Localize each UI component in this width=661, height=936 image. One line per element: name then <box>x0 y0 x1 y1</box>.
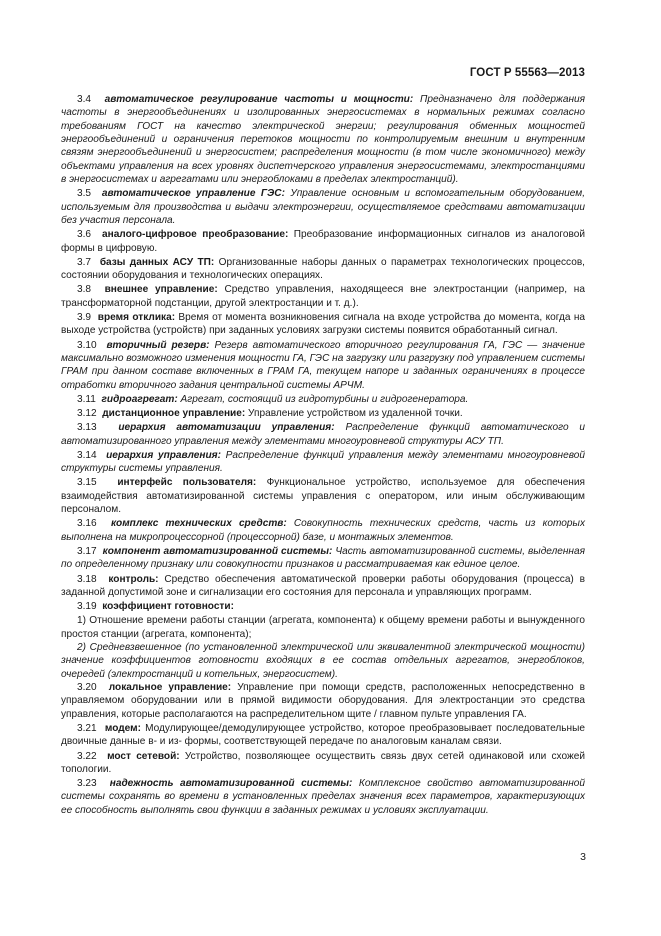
document-code: ГОСТ Р 55563—2013 <box>469 67 585 79</box>
term-definition <box>61 187 585 227</box>
definition-text: 1) Отношение времени работы станции (агрегата, компонента) к общему времени работы и вынужденного простоя станции (агрегата, компонента); <box>61 615 585 640</box>
terms-list <box>61 93 585 818</box>
term-name: локальное управление: <box>108 682 232 694</box>
clause-number: 3.9 <box>77 311 92 323</box>
term-name: интерфейс пользователя: <box>117 477 257 489</box>
definition-text: Совокупность технических средств, часть из которых выполнена на микропроцессорной (процессорной) базе, и монтажных элементов. <box>61 518 585 543</box>
term-name: иерархия автоматизации управления: <box>118 422 335 434</box>
definition-text: Преобразование информационных сигналов из аналоговой формы в цифровую. <box>61 229 586 254</box>
term-name: иерархия управления: <box>106 449 221 461</box>
term-name: автоматическое управление ГЭС: <box>101 188 285 200</box>
clause-number: 3.19 <box>77 601 97 613</box>
definition-text: Средство управления, находящееся вне электростанции (например, на трансформаторной подстанции, другой электростанции и т. д.). <box>61 284 585 309</box>
definition-text: Время от момента возникновения сигнала на входе устройства до момента, когда на выходе устройства (устройств) при заданных условиях загрузки системы появится обработанный сигнал. <box>61 311 586 337</box>
term-definition <box>61 722 585 749</box>
definition-text: Комплексное свойство автоматизированной системы сохранять во времени в установленных пределах значения всех параметров, характеризующих ее способность выполнять свои функции в заданных режимах и условиях эксплуатации. <box>61 778 586 816</box>
term-definition <box>61 750 585 777</box>
definition-text: Часть автоматизированной системы, выделенная по определенному признаку или совокупности признаков и рассматриваемая как единое целое. <box>61 545 585 571</box>
definition-subitem <box>61 614 585 641</box>
definition-text: 2) Средневзвешенное (по установленной электрической или эквивалентной электрической мощности) значение коэффициентов готовности входящих в ее состав отдельных агрегатов, энергоблоков, очередей (электростанций и котельных, энергосистем). <box>61 642 585 680</box>
clause-number: 3.5 <box>77 188 92 200</box>
term-definition <box>61 283 585 310</box>
term-name: комплекс технических средств: <box>110 518 287 530</box>
term-definition <box>61 545 585 572</box>
definition-text: Резерв автоматического вторичного регулирования ГА, ГЭС — значение максимально возможного изменения мощности ГА, ГЭС на загрузку или разгрузку под управлением системы ГРАМ при данном составе включенных в ГРАМ ГА, текущем напоре и заданных ограничениях в процессе отработки вторичного задания центральной системы АРЧМ. <box>61 339 585 391</box>
clause-number: 3.11 <box>77 393 96 405</box>
clause-number: 3.10 <box>77 339 97 351</box>
clause-number: 3.12 <box>77 408 97 420</box>
term-name: коэффициент готовности: <box>102 601 234 613</box>
clause-number: 3.8 <box>77 284 92 296</box>
definition-text: Функциональное устройство, используемое для обеспечения взаимодействия автоматизированной системы управления с оператором, или иным обслуживающим персоналом. <box>61 477 585 516</box>
term-definition <box>61 573 585 600</box>
term-name: надежность автоматизированной системы: <box>109 778 353 790</box>
term-definition <box>61 407 585 420</box>
clause-number: 3.15 <box>77 477 97 489</box>
definition-text: Предназначено для поддержания частоты в энергообъединениях и изолированных энергосистемах в нормальных режимах согласно требованиям ГОСТ на качество электрической энергии; регулирования обменных мощностей энергообъединений и ограничения перетоков мощности по контролируемым внешним и внутренним связям энергообъединений и энергосистем; распределения мощности (в том числе экономичного) между объектами управления на всех уровнях диспетчерского управления энергосистемами, электростанциями в энергосистемах и агрегатами или энергоблоками в пределах электростанций). <box>61 94 586 186</box>
clause-number: 3.20 <box>77 682 97 694</box>
definition-subitem <box>61 641 585 681</box>
term-name: контроль: <box>108 573 159 585</box>
clause-number: 3.22 <box>77 750 97 762</box>
page-number: 3 <box>580 851 586 863</box>
term-definition <box>61 600 585 613</box>
term-definition <box>61 339 585 392</box>
term-definition <box>61 681 585 721</box>
term-name: аналого-цифровое преобразование: <box>101 229 289 241</box>
term-definition <box>61 421 585 448</box>
term-name: модем: <box>104 722 141 734</box>
definition-text: Устройство, позволяющее осуществить связь двух сетей одинаковой или схожей топологии. <box>61 750 585 775</box>
term-name: автоматическое регулирование частоты и мощности: <box>104 94 414 105</box>
term-name: компонент автоматизированной системы: <box>102 545 333 557</box>
definition-text: Модулирующее/демодулирующее устройство, которое преобразовывает последовательные двоичные данные в- и из- формы, соответствующей передаче по аналоговым каналам связи. <box>61 722 586 748</box>
term-definition <box>61 777 585 817</box>
term-definition <box>61 228 585 255</box>
term-definition <box>61 393 585 406</box>
clause-number: 3.18 <box>77 573 97 585</box>
term-name: базы данных АСУ ТП: <box>99 256 215 268</box>
term-name: гидроагрегат: <box>101 393 178 405</box>
term-name: мост сетевой: <box>107 750 180 762</box>
definition-text: Управление при помощи средств, расположенных непосредственно в управляемом оборудовании или в прямой видимости оборудования. Для электростанции это средства управления, которые располагаются на распределительном щите / главном пульте управления ГА. <box>61 682 586 720</box>
definition-text: Агрегат, состоящий из гидротурбины и гидрогенератора. <box>177 393 469 405</box>
clause-number: 3.16 <box>77 518 97 530</box>
clause-number: 3.14 <box>77 449 97 461</box>
definition-text: Средство обеспечения автоматической проверки работы оборудования (процесса) в заданной допустимой зоне и сигнализации его состояния для персонала и управляющих программ. <box>61 573 586 598</box>
clause-number: 3.13 <box>77 422 97 434</box>
clause-number: 3.4 <box>77 94 92 105</box>
term-name: время отклика: <box>97 311 176 323</box>
clause-number: 3.7 <box>77 256 92 268</box>
term-name: дистанционное управление: <box>102 408 246 420</box>
term-definition <box>61 311 585 338</box>
term-definition <box>61 476 585 516</box>
clause-number: 3.21 <box>77 722 97 734</box>
definition-text: Управление основным и вспомогательным оборудованием, используемым для производства и выдачи электроэнергии, осуществляемое средствами автоматизации без участия персонала. <box>61 188 586 226</box>
clause-number: 3.23 <box>77 778 97 790</box>
term-name: вторичный резерв: <box>106 339 210 351</box>
clause-number: 3.6 <box>77 229 92 241</box>
term-definition <box>61 449 585 476</box>
definition-text: Управление устройством из удаленной точки. <box>245 408 463 420</box>
term-definition <box>61 517 585 544</box>
term-name: внешнее управление: <box>104 284 218 296</box>
clause-number: 3.17 <box>77 545 97 557</box>
definition-text: Организованные наборы данных о параметрах технологических процессов, состоянии оборудования и технологических операциях. <box>61 256 585 282</box>
definition-text: Распределение функций автоматического и автоматизированного управления между элементами многоуровневой структуры АСУ ТП. <box>61 422 586 447</box>
term-definition <box>61 256 585 283</box>
term-definition <box>61 93 585 186</box>
definition-text: Распределение функций управления между элементами многоуровневой структуры системы управления. <box>61 449 585 475</box>
